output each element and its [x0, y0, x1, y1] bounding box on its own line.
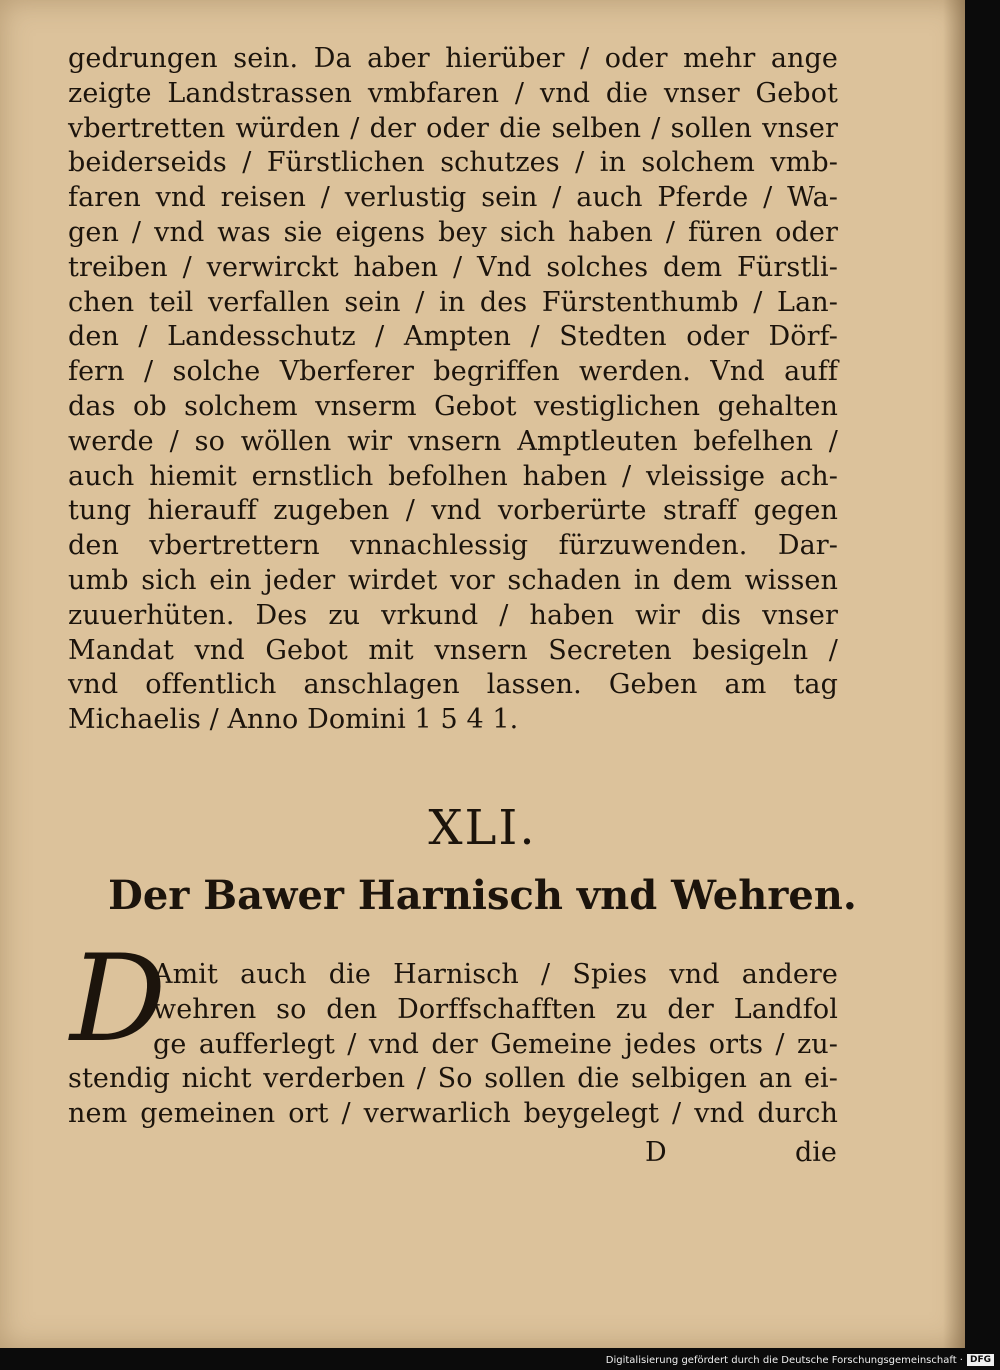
footer-text: Digitalisierung gefördert durch die Deutsche Forschungsgemeinschaft · [605, 1354, 963, 1366]
dfg-logo-icon: DFG [967, 1354, 994, 1366]
text-line: den / Landesschutz / Ampten / Stedten oder Dörf- [68, 321, 838, 353]
text-line: das ob solchem vnserm Gebot vestiglichen gehalten [68, 390, 838, 422]
signature-mark: D [645, 1137, 667, 1168]
section-text [68, 958, 838, 1132]
text-line: Michaelis / Anno Domini 1 5 4 1. [68, 704, 519, 736]
section-number: XLI. [428, 800, 537, 856]
text-line: den vbertrettern vnnachlessig fürzuwenden. Dar- [68, 530, 838, 562]
text-line: beiderseids / Fürstlichen schutzes / in solchem vmb- [68, 147, 838, 179]
text-line: zuuerhüten. Des zu vrkund / haben wir dis vnser [68, 599, 838, 631]
text-line: Amit auch die Harnisch / Spies vnd andere [153, 959, 838, 990]
text-line: umb sich ein jeder wirdet vor schaden in dem wissen [68, 564, 838, 596]
text-line: zeigte Landstrassen vmbfaren / vnd die vnser Gebot [68, 77, 838, 109]
text-line: wehren so den Dorffschafften zu der Landfol [153, 993, 838, 1025]
text-line: auch hiemit ernstlich befolhen haben / vleissige ach- [68, 460, 838, 492]
text-line: vnd offentlich anschlagen lassen. Geben am tag [68, 669, 838, 701]
text-line: chen teil verfallen sein / in des Fürstenthumb / Lan- [68, 286, 838, 318]
text-line: nem gemeinen ort / verwarlich beygelegt / vnd durch [68, 1098, 838, 1130]
drop-cap: D [70, 930, 167, 1069]
text-line: ge aufferlegt / vnd der Gemeine jedes orts / zu- [153, 1028, 838, 1060]
text-line: tung hierauff zugeben / vnd vorberürte straff gegen [68, 495, 838, 527]
text-line: stendig nicht verderben / So sollen die selbigen an ei- [68, 1063, 838, 1095]
catchword: die [795, 1137, 837, 1168]
digitization-footer [606, 1354, 994, 1366]
text-line: Mandat vnd Gebot mit vnsern Secreten besigeln / [68, 634, 838, 666]
text-line: gedrungen sein. Da aber hierüber / oder mehr ange [68, 43, 838, 74]
text-line: werde / so wöllen wir vnsern Amptleuten befelhen / [68, 425, 838, 457]
text-line: gen / vnd was sie eigens bey sich haben / füren oder [68, 216, 838, 248]
text-line: fern / solche Vberferer begriffen werden. Vnd auff [68, 356, 838, 388]
text-line: faren vnd reisen / verlustig sein / auch Pferde / Wa- [68, 182, 838, 214]
section-title: Der Bawer Harnisch vnd Wehren. [108, 872, 857, 919]
text-line: treiben / verwirckt haben / Vnd solches dem Fürstli- [68, 251, 838, 283]
text-line: vbertretten würden / der oder die selben / sollen vnser [68, 112, 838, 144]
main-text [68, 42, 838, 738]
